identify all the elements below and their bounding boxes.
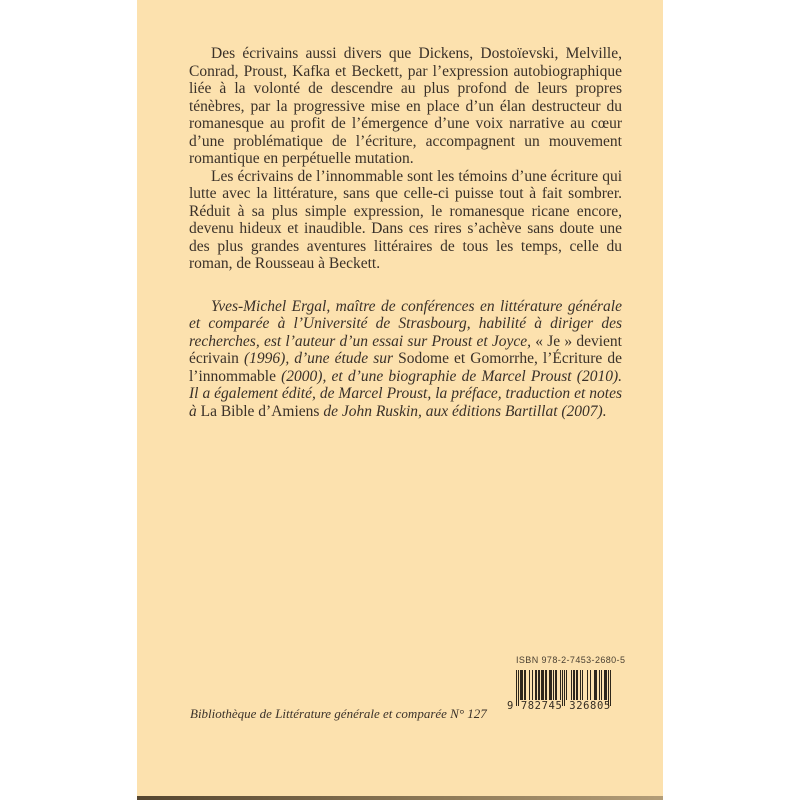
bio-segment: (1996), d’une étude sur [238, 350, 399, 367]
author-bio [189, 298, 622, 421]
bio-segment: « Je » devient écrivain [189, 332, 622, 367]
isbn-label: ISBN 978-2-7453-2680-5 [516, 655, 626, 665]
book-bottom-edge [137, 796, 663, 800]
bio-segment: (2000), et d’une biographie de Marcel Proust (2010). Il a également édité, de Marcel Proust, la préface, traduction et notes à [189, 367, 622, 420]
synopsis-paragraph-2: Les écrivains de l’innommable sont les témoins d’une écriture qui lutte avec la littérature, sans que celle-ci puisse tout à fait sombrer. Réduit à sa plus simple expression, le romanesque ricane encore, devenu hideux et inaudible. Dans ces rires s’achève sans doute une des plus grandes aventures littéraires de tous les temps, celle du roman, de Rousseau à Beckett. [189, 167, 622, 272]
bio-segment: La Bible d’Amiens [200, 402, 320, 420]
barcode-digits: 9 782745 326805 [507, 700, 611, 712]
book-back-cover [137, 0, 663, 800]
series-note: Bibliothèque de Littérature générale et comparée N° 127 [190, 706, 487, 721]
back-cover-text [189, 45, 622, 420]
synopsis-paragraph-1: Des écrivains aussi divers que Dickens, Dostoïevski, Melville, Conrad, Proust, Kafka et Beckett, par l’expression autobiographique liée à la volonté de descendre au plus profond de leurs propres ténèbres, par la progressive mise en place d’un élan destructeur du romanesque au profit de l’émergence d’une voix narrative au cœur d’une problématique de l’écriture, accompagnent un mouvement romantique en perpétuelle mutation. [189, 45, 622, 167]
barcode-block [507, 655, 637, 712]
bio-segment: de John Ruskin, aux éditions Bartillat (2007). [319, 402, 607, 420]
bio-segment: Sodome et Gomorrhe, l’Écriture de l’innommable [189, 350, 622, 385]
bio-segment: Yves-Michel Ergal, maître de conférences en littérature générale et comparée à l’Université de Strasbourg, habilité à diriger des recherches, est l’auteur d’un essai sur Proust et Joyce, [189, 297, 622, 350]
